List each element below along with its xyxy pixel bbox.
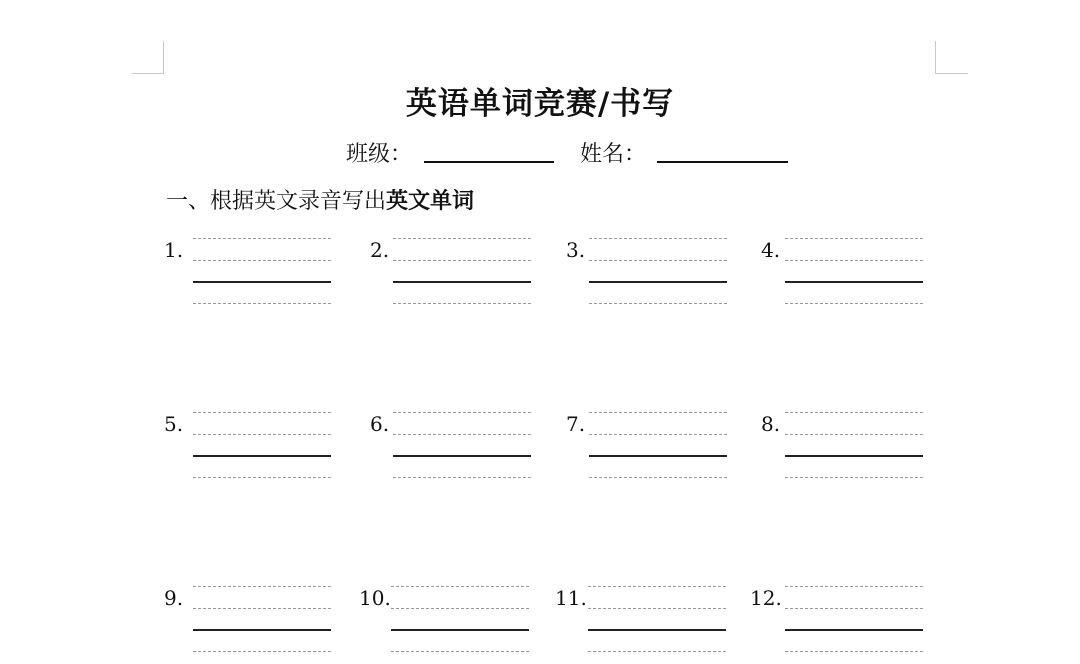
writing-line-top <box>393 412 531 413</box>
item-number: 4. <box>761 238 781 262</box>
writing-line-base <box>193 629 331 631</box>
writing-line-base <box>193 455 331 457</box>
writing-line-bottom <box>393 477 531 478</box>
writing-line-upper <box>393 260 531 261</box>
writing-line-top <box>589 412 727 413</box>
writing-line-top <box>785 586 923 587</box>
writing-line-bottom <box>193 477 331 478</box>
writing-line-base <box>785 281 923 283</box>
page-title: 英语单词竞赛/书写 <box>405 86 675 122</box>
writing-line-top <box>193 238 331 239</box>
answer-item-2[interactable] <box>370 236 570 316</box>
writing-line-bottom <box>589 477 727 478</box>
answer-item-12[interactable] <box>750 584 950 664</box>
name-input-line[interactable] <box>657 161 788 163</box>
writing-line-bottom <box>785 651 923 652</box>
section-heading <box>166 184 474 215</box>
writing-line-upper <box>589 434 727 435</box>
writing-line-base <box>391 629 529 631</box>
item-number: 6. <box>370 412 390 436</box>
answer-item-4[interactable] <box>761 236 961 316</box>
writing-line-base <box>589 281 727 283</box>
item-number: 5. <box>164 412 184 436</box>
writing-line-upper <box>785 260 923 261</box>
writing-line-upper <box>393 434 531 435</box>
writing-line-top <box>393 238 531 239</box>
writing-line-base <box>588 629 726 631</box>
writing-line-base <box>589 455 727 457</box>
writing-line-upper <box>589 260 727 261</box>
writing-line-bottom <box>588 651 726 652</box>
answer-item-6[interactable] <box>370 410 570 490</box>
writing-line-upper <box>785 608 923 609</box>
writing-line-bottom <box>193 651 331 652</box>
class-input-line[interactable] <box>424 161 554 163</box>
section-heading-text: 一、根据英文录音写出 <box>166 189 387 214</box>
answer-item-7[interactable] <box>566 410 766 490</box>
writing-line-upper <box>193 608 331 609</box>
writing-line-upper <box>193 434 331 435</box>
item-number: 10. <box>359 586 391 610</box>
writing-line-upper <box>588 608 726 609</box>
writing-line-top <box>785 238 923 239</box>
item-number: 12. <box>750 586 782 610</box>
writing-line-upper <box>193 260 331 261</box>
writing-line-upper <box>391 608 529 609</box>
answer-item-1[interactable] <box>164 236 364 316</box>
item-number: 11. <box>555 586 587 610</box>
writing-line-base <box>193 281 331 283</box>
answer-item-10[interactable] <box>359 584 559 664</box>
writing-line-base <box>393 281 531 283</box>
writing-line-top <box>588 586 726 587</box>
item-number: 7. <box>566 412 586 436</box>
writing-line-base <box>393 455 531 457</box>
answer-item-9[interactable] <box>164 584 364 664</box>
writing-line-bottom <box>193 303 331 304</box>
class-label: 班级： <box>346 142 413 167</box>
answer-item-5[interactable] <box>164 410 364 490</box>
item-number: 9. <box>164 586 184 610</box>
writing-line-bottom <box>393 303 531 304</box>
writing-line-bottom <box>785 303 923 304</box>
section-heading-emphasis: 英文单词 <box>386 188 475 214</box>
answer-item-11[interactable] <box>555 584 755 664</box>
answer-item-3[interactable] <box>566 236 766 316</box>
writing-line-bottom <box>391 651 529 652</box>
item-number: 1. <box>164 238 184 262</box>
writing-line-upper <box>785 434 923 435</box>
item-number: 2. <box>370 238 390 262</box>
writing-line-top <box>193 412 331 413</box>
writing-line-top <box>193 586 331 587</box>
writing-line-top <box>589 238 727 239</box>
writing-line-base <box>785 629 923 631</box>
answer-item-8[interactable] <box>761 410 961 490</box>
writing-line-bottom <box>589 303 727 304</box>
name-label: 姓名： <box>580 142 647 167</box>
writing-line-base <box>785 455 923 457</box>
item-number: 8. <box>761 412 781 436</box>
item-number: 3. <box>566 238 586 262</box>
writing-line-top <box>785 412 923 413</box>
writing-line-top <box>391 586 529 587</box>
writing-line-bottom <box>785 477 923 478</box>
